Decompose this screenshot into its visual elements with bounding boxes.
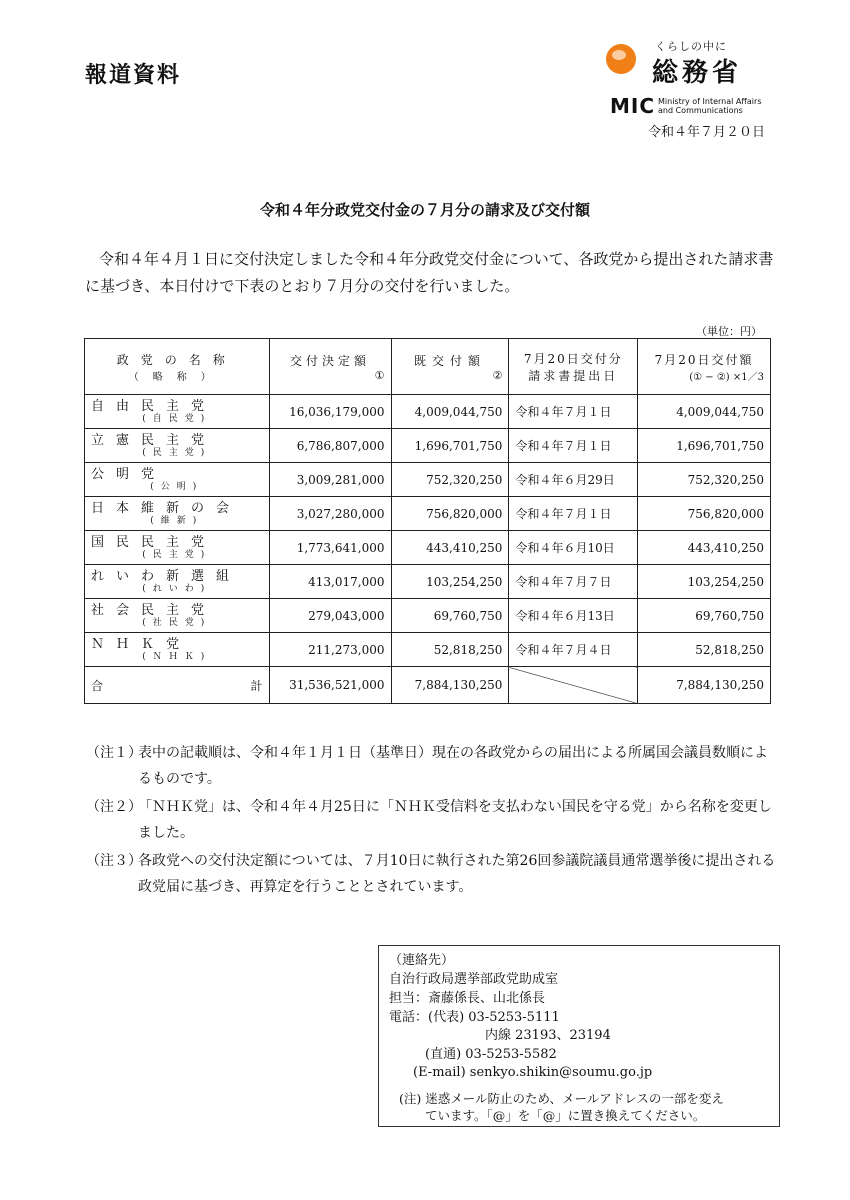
contact-box	[378, 945, 780, 1127]
note-text: 「ＮＨＫ党」は、令和４年４月25日に「ＮＨＫ受信料を支払わない国民を守る党」から名称を変更しました。	[138, 799, 772, 841]
payment-amount: 4,009,044,750	[638, 395, 771, 429]
header-decided-mark: ①	[374, 368, 385, 382]
paid-amount: 69,760,750	[391, 599, 509, 633]
document-type-label: 報道資料	[85, 63, 182, 88]
party-name-cell	[85, 599, 270, 633]
contact-extension: 内線 23193、23194	[485, 1028, 611, 1043]
request-date: 令和４年７月１日	[509, 497, 638, 531]
table-row	[85, 565, 771, 599]
header-party-name-label: 政党の名称	[116, 352, 237, 367]
party-abbr: (公明)	[150, 481, 204, 492]
mic-full-name	[658, 97, 778, 115]
party-name: 国民民主党	[91, 534, 217, 550]
decided-amount: 1,773,641,000	[269, 531, 391, 565]
header-decided-amount	[269, 339, 391, 395]
party-name: れいわ新選組	[91, 568, 242, 584]
ministry-name: 総務省	[652, 58, 743, 88]
party-name-cell	[85, 531, 270, 565]
payment-amount: 69,760,750	[638, 599, 771, 633]
party-abbr: (社民党)	[142, 617, 212, 628]
payment-amount: 1,696,701,750	[638, 429, 771, 463]
party-abbr: (民主党)	[142, 549, 212, 560]
decided-amount: 413,017,000	[269, 565, 391, 599]
header-amount-formula: (① − ②) ×1／3	[689, 371, 764, 383]
header-request-line-1: 7月20日交付分	[523, 351, 623, 366]
header-paid-mark: ②	[492, 368, 503, 382]
note-label: （注３）	[86, 853, 142, 869]
header-party-abbr-label: （略称）	[128, 371, 225, 383]
payment-amount: 52,818,250	[638, 633, 771, 667]
decided-amount: 16,036,179,000	[269, 395, 391, 429]
table-total-row	[85, 667, 771, 704]
payment-amount: 443,410,250	[638, 531, 771, 565]
party-abbr: (維新)	[150, 515, 204, 526]
total-label-cell	[85, 667, 270, 704]
table-row	[85, 599, 771, 633]
unit-label: （単位：円）	[696, 325, 762, 338]
header-request-date	[509, 339, 638, 395]
contact-heading: （連絡先）	[389, 953, 455, 968]
table-row	[85, 633, 771, 667]
party-name-cell	[85, 497, 270, 531]
request-date: 令和４年６月29日	[509, 463, 638, 497]
party-name: ＮＨＫ党	[91, 636, 192, 652]
header-request-line-2: 請求書提出日	[528, 368, 619, 383]
decided-amount: 3,009,281,000	[269, 463, 391, 497]
note-text: 各政党への交付決定額については、７月10日に執行された第26回参議院議員通常選挙後に提出される政党届に基づき、再算定を行うこととされています。	[138, 853, 776, 895]
header-amount-label: 7月20日交付額	[654, 352, 754, 367]
note-item	[86, 848, 786, 900]
party-abbr: (ＮＨＫ)	[142, 651, 212, 662]
contact-note-line-2: ています。「@」を「@」に置き換えてください。	[425, 1108, 706, 1123]
payment-amount: 756,820,000	[638, 497, 771, 531]
header-payment-amount	[638, 339, 771, 395]
header-paid-amount	[391, 339, 509, 395]
header-decided-label: 交付決定額	[290, 353, 371, 368]
intro-paragraph: 令和４年４月１日に交付決定しました令和４年分政党交付金について、各政党から提出された請求書に基づき、本日付けで下表のとおり７月分の交付を行いました。	[85, 250, 774, 295]
party-name: 日本維新の会	[91, 500, 242, 516]
paid-amount: 4,009,044,750	[391, 395, 509, 429]
request-date: 令和４年７月１日	[509, 395, 638, 429]
total-paid: 7,884,130,250	[391, 667, 509, 704]
header-paid-label: 既交付額	[413, 353, 486, 368]
note-text: 表中の記載順は、令和４年１月１日（基準日）現在の各政党からの届出による所属国会議員数順によるものです。	[138, 745, 768, 787]
total-label-2: 計	[250, 678, 263, 693]
contact-note-line-1: (注) 迷惑メール防止のため、メールアドレスの一部を変え	[399, 1091, 724, 1106]
issue-date: 令和４年７月２０日	[647, 125, 765, 140]
table-row	[85, 497, 771, 531]
decided-amount: 279,043,000	[269, 599, 391, 633]
request-date: 令和４年７月４日	[509, 633, 638, 667]
party-name-cell	[85, 633, 270, 667]
total-empty-cell	[509, 667, 638, 704]
page-title: 令和４年分政党交付金の７月分の請求及び交付額	[259, 201, 590, 219]
total-label-1: 合	[91, 678, 104, 693]
party-name-cell	[85, 565, 270, 599]
table-row	[85, 463, 771, 497]
party-name: 公明党	[91, 466, 167, 482]
party-abbr: (民主党)	[142, 447, 212, 458]
mic-full-line-1: Ministry of Internal Affairs	[658, 97, 762, 106]
contact-email[interactable]: (E-mail) senkyo.shikin@soumu.go.jp	[413, 1065, 653, 1080]
notes-section	[86, 740, 786, 902]
note-label: （注１）	[86, 745, 142, 761]
mic-full-line-2: and Communications	[658, 106, 743, 115]
decided-amount: 6,786,807,000	[269, 429, 391, 463]
request-date: 令和４年６月10日	[509, 531, 638, 565]
payment-amount: 103,254,250	[638, 565, 771, 599]
total-decided: 31,536,521,000	[269, 667, 391, 704]
ministry-logo-icon	[606, 44, 636, 74]
request-date: 令和４年６月13日	[509, 599, 638, 633]
party-name-cell	[85, 463, 270, 497]
header-party-name	[85, 339, 270, 395]
party-name: 立憲民主党	[91, 432, 217, 448]
paid-amount: 1,696,701,750	[391, 429, 509, 463]
decided-amount: 211,273,000	[269, 633, 391, 667]
party-name-cell	[85, 429, 270, 463]
contact-phone-main: 電話：(代表) 03-5253-5111	[389, 1010, 560, 1025]
party-abbr: (自民党)	[142, 413, 212, 424]
allocation-table	[84, 338, 771, 704]
total-amount: 7,884,130,250	[638, 667, 771, 704]
party-name-cell	[85, 395, 270, 429]
table-header-row	[85, 339, 771, 395]
note-label: （注２）	[86, 799, 142, 815]
contact-staff: 担当：斎藤係長、山北係長	[389, 991, 546, 1006]
note-item	[86, 794, 786, 846]
mic-abbreviation: MIC	[610, 94, 656, 118]
decided-amount: 3,027,280,000	[269, 497, 391, 531]
paid-amount: 103,254,250	[391, 565, 509, 599]
table-row	[85, 395, 771, 429]
table-row	[85, 429, 771, 463]
paid-amount: 752,320,250	[391, 463, 509, 497]
contact-phone-direct: (直通) 03-5253-5582	[425, 1047, 557, 1062]
request-date: 令和４年７月７日	[509, 565, 638, 599]
party-abbr: (れいわ)	[142, 583, 212, 594]
request-date: 令和４年７月１日	[509, 429, 638, 463]
table-row	[85, 531, 771, 565]
paid-amount: 52,818,250	[391, 633, 509, 667]
paid-amount: 756,820,000	[391, 497, 509, 531]
logo-tagline: くらしの中に	[655, 40, 727, 53]
contact-office: 自治行政局選挙部政党助成室	[389, 972, 559, 987]
paid-amount: 443,410,250	[391, 531, 509, 565]
payment-amount: 752,320,250	[638, 463, 771, 497]
note-item	[86, 740, 786, 792]
party-name: 社会民主党	[91, 602, 217, 618]
party-name: 自由民主党	[91, 398, 217, 414]
